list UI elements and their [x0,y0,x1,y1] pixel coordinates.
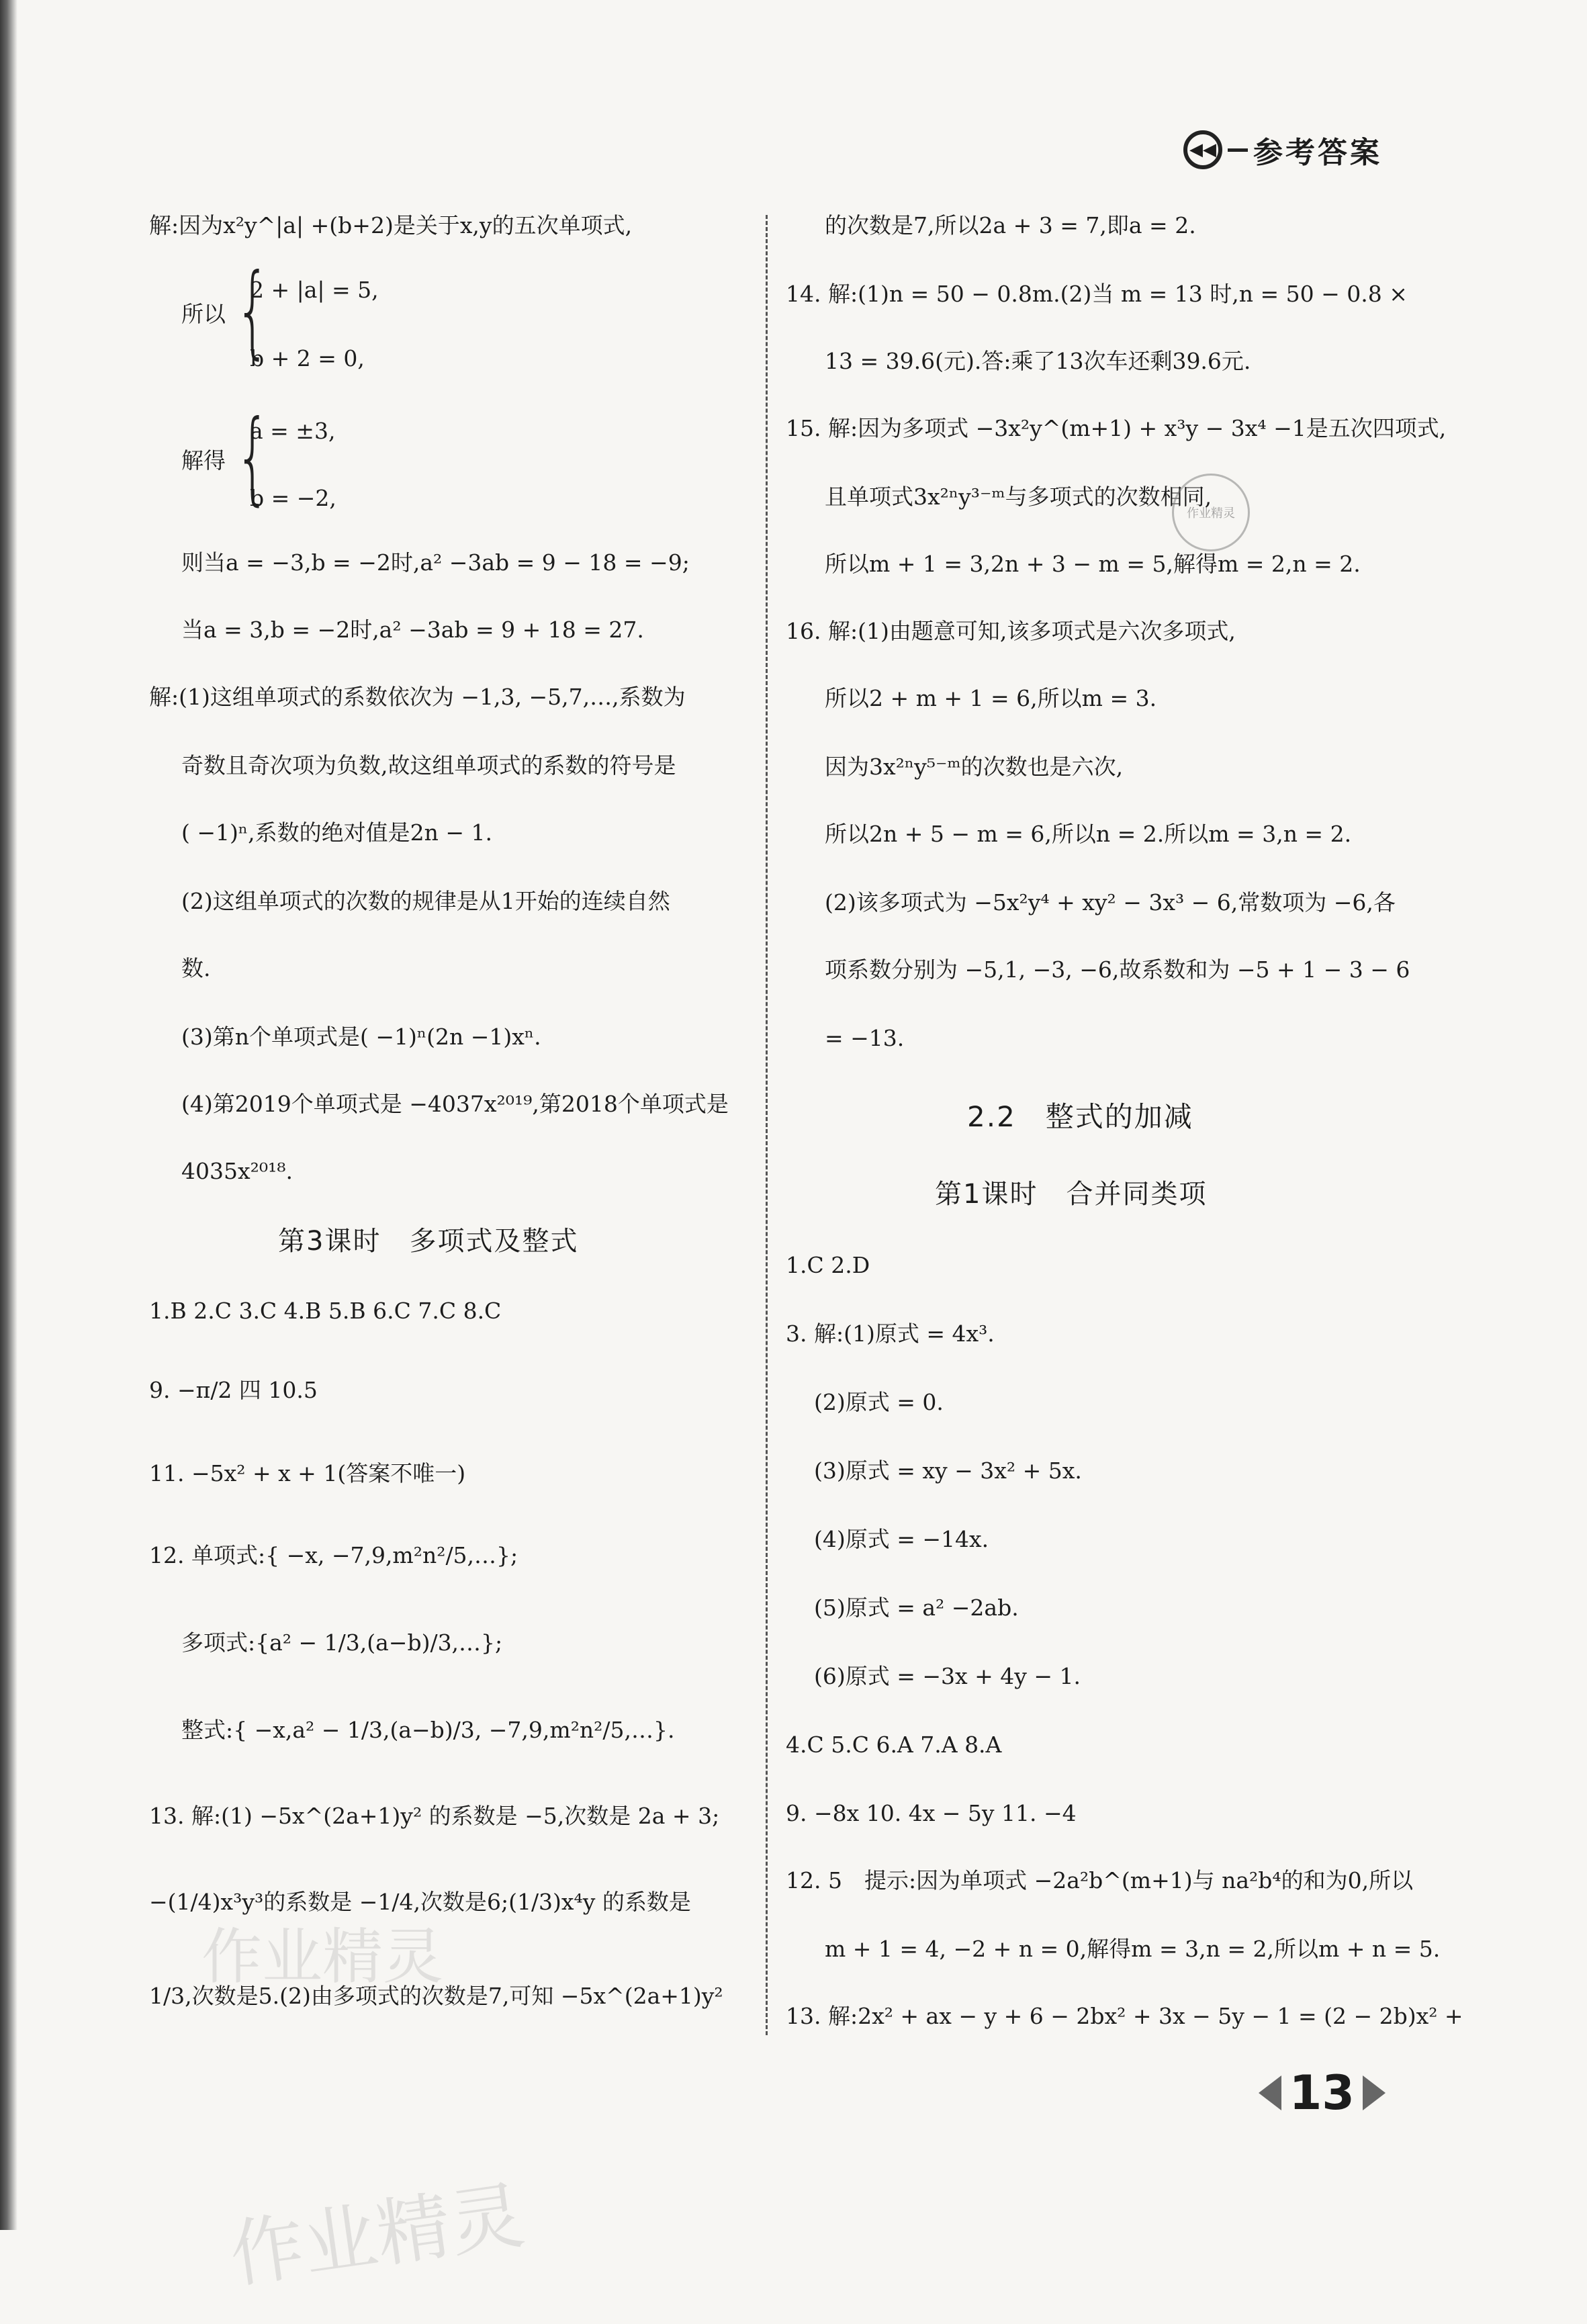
q15-line1: 15. 解:因为多项式 −3x²y^(m+1) + x³y − 3x⁴ −1是五次四项式, [786,415,1447,441]
scan-edge [0,0,17,2230]
q10-line3: 当a = 3,b = −2时,a² −3ab = 9 + 18 = 27. [181,617,644,643]
q3-line5: (5)原式 = a² −2ab. [814,1595,1019,1621]
q10-sys2-b: b = −2, [250,485,336,511]
q11-line4: (2)这组单项式的次数的规律是从1开始的连续自然 [181,888,670,914]
q14-line2: 13 = 39.6(元).答:乘了13次车还剩39.6元. [825,348,1251,374]
q16-line2: 所以2 + m + 1 = 6,所以m = 3. [825,685,1157,711]
q16-line3: 因为3x²ⁿy⁵⁻ᵐ的次数也是六次, [825,754,1124,780]
q11-line5: 数. [181,955,211,981]
q14-line1: 14. 解:(1)n = 50 − 0.8m.(2)当 m = 13 时,n = 50 − 0.8 × [786,281,1408,307]
lesson3-heading: 第3课时 多项式及整式 [278,1226,579,1257]
q12r-line2: m + 1 = 4, −2 + n = 0,解得m = 3,n = 2,所以m + n = 5. [825,1936,1441,1962]
q10-line1: 解:因为x²y^|a| +(b+2)是关于x,y的五次单项式, [149,212,633,238]
q10-sys1-b: b + 2 = 0, [250,345,365,371]
q13-line1: 13. 解:(1) −5x^(2a+1)y² 的系数是 −5,次数是 2a + 3; [149,1803,720,1829]
r-line0: 的次数是7,所以2a + 3 = 7,即a = 2. [825,212,1196,238]
brace-1: { [235,253,271,369]
q10-sys1-a: 2 + |a| = 5, [250,277,379,303]
page-title: 参考答案 [1253,136,1382,170]
q15-line3: 所以m + 1 = 3,2n + 3 − m = 5,解得m = 2,n = 2. [825,551,1361,577]
q12-line3: 整式:{ −x,a² − 1/3,(a−b)/3, −7,9,m²n²/5,…}. [181,1717,675,1743]
q11-line1: 解:(1)这组单项式的系数依次为 −1,3, −5,7,…,系数为 [149,684,686,710]
q10-sys2-label: 解得 [181,447,226,474]
rewind-icon: ◀◀ [1183,130,1222,169]
header [1183,120,1382,180]
lesson1-heading: 第1课时 合并同类项 [935,1179,1208,1210]
watermark-mid: 作业精灵 [201,1922,443,1992]
q3-line4: (4)原式 = −14x. [814,1526,989,1552]
a9-answers: 9. −8x 10. 4x − 5y 11. −4 [786,1800,1077,1826]
q15-line2: 且单项式3x²ⁿy³⁻ᵐ与多项式的次数相同, [825,484,1212,510]
q9-answer: 9. −π/2 四 10.5 [149,1377,318,1403]
q3-line6: (6)原式 = −3x + 4y − 1. [814,1663,1081,1689]
watermark-stamp: 作业精灵 [1172,474,1250,551]
q10-sys1-label: 所以 [181,301,226,327]
q16-line7: = −13. [825,1025,905,1051]
watermark-bottom: 作业精灵 [224,2172,530,2298]
q13-line3: 1/3,次数是5.(2)由多项式的次数是7,可知 −5x^(2a+1)y² [149,1983,723,2009]
q11b-answer: 11. −5x² + x + 1(答案不唯一) [149,1460,466,1486]
q10-line2: 则当a = −3,b = −2时,a² −3ab = 9 − 18 = −9; [181,549,690,576]
q12-line1: 12. 单项式:{ −x, −7,9,m²n²/5,…}; [149,1542,518,1568]
header-dash [1228,148,1248,152]
page-number-text: 13 [1289,2065,1355,2120]
q11-line8: 4035x²⁰¹⁸. [181,1158,293,1184]
brace-2: { [235,399,271,516]
page-number [1259,2065,1386,2120]
q3-line1: 3. 解:(1)原式 = 4x³. [786,1321,995,1347]
column-divider [766,215,768,2035]
q16-line5: (2)该多项式为 −5x²y⁴ + xy² − 3x³ − 6,常数项为 −6,各 [825,889,1396,915]
q11-line6: (3)第n个单项式是( −1)ⁿ(2n −1)xⁿ. [181,1024,541,1050]
mc-answers: 1.B 2.C 3.C 4.B 5.B 6.C 7.C 8.C [149,1298,502,1324]
q3-line2: (2)原式 = 0. [814,1389,944,1415]
section-2-2-heading: 2.2 整式的加减 [967,1100,1193,1133]
q13-line2: −(1/4)x³y³的系数是 −1/4,次数是6;(1/3)x⁴y 的系数是 [149,1889,691,1915]
triangle-left-icon [1259,2075,1281,2110]
q10-sys2-a: a = ±3, [250,418,336,444]
q13r-line1: 13. 解:2x² + ax − y + 6 − 2bx² + 3x − 5y − 1 = (2 − 2b)x² + [786,2003,1463,2029]
q16-line4: 所以2n + 5 − m = 6,所以n = 2.所以m = 3,n = 2. [825,821,1352,847]
triangle-right-icon [1363,2075,1386,2110]
q11-line3: ( −1)ⁿ,系数的绝对值是2n − 1. [181,819,493,846]
q11-line7: (4)第2019个单项式是 −4037x²⁰¹⁹,第2018个单项式是 [181,1091,729,1117]
q16-line1: 16. 解:(1)由题意可知,该多项式是六次多项式, [786,618,1236,644]
q12-line2: 多项式:{a² − 1/3,(a−b)/3,…}; [181,1629,503,1656]
q11-line2: 奇数且奇次项为负数,故这组单项式的系数的符号是 [181,752,676,778]
a1-answers: 1.C 2.D [786,1252,870,1278]
a4-answers: 4.C 5.C 6.A 7.A 8.A [786,1732,1002,1758]
q3-line3: (3)原式 = xy − 3x² + 5x. [814,1458,1082,1484]
q16-line6: 项系数分别为 −5,1, −3, −6,故系数和为 −5 + 1 − 3 − 6 [825,956,1410,983]
q12r-line1: 12. 5 提示:因为单项式 −2a²b^(m+1)与 na²b⁴的和为0,所以 [786,1867,1414,1893]
